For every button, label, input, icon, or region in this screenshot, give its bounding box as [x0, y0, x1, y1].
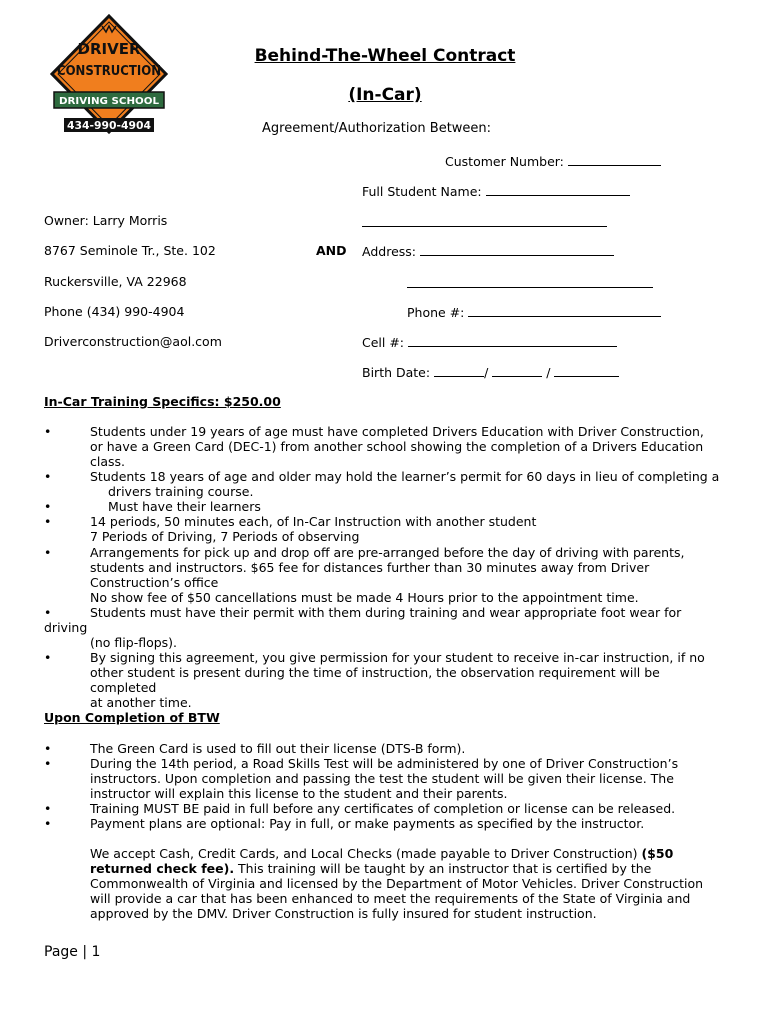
bullet: • [44, 514, 52, 529]
driver-construction-logo [50, 14, 168, 136]
text-line: Students 18 years of age and older may hold the learner’s permit for 60 days in lieu of completing a [90, 469, 720, 484]
text-line: Arrangements for pick up and drop off are pre-arranged before the day of driving with parents, [90, 545, 685, 560]
birth-day-blank[interactable] [492, 364, 542, 377]
text-line [90, 861, 730, 876]
bullet: • [44, 545, 52, 560]
logo-phone: 434-990-4904 [67, 120, 151, 132]
logo-banner: DRIVING SCHOOL [59, 96, 160, 107]
birth-date-field[interactable] [362, 364, 619, 380]
bullet: • [44, 756, 52, 771]
phone-label: Phone #: [407, 305, 465, 320]
text-line: No show fee of $50 cancellations must be made 4 Hours prior to the appointment time. [90, 590, 639, 605]
incar-item-7 [90, 650, 730, 710]
page-title: Behind-The-Wheel Contract [254, 46, 516, 66]
text-line: Students under 19 years of age must have completed Drivers Education with Driver Construction, [90, 424, 704, 439]
address-field[interactable] [362, 243, 614, 259]
text-line [90, 846, 730, 861]
text-line: By signing this agreement, you give permission for your student to receive in-car instruction, if no [90, 650, 705, 665]
incar-item-3: Must have their learners [108, 499, 261, 514]
date-separator: / [484, 365, 489, 380]
completion-item-4: Payment plans are optional: Pay in full, or make payments as specified by the instructor. [90, 816, 645, 831]
bullet: • [44, 801, 52, 816]
completion-section-heading: Upon Completion of BTW [44, 710, 220, 725]
text-line: drivers training course. [108, 484, 254, 499]
text-line: at another time. [90, 695, 192, 710]
date-separator: / [546, 365, 551, 380]
text-line: class. [90, 454, 126, 469]
address-blank[interactable] [420, 243, 614, 256]
bullet: • [44, 424, 52, 439]
payment-paragraph [90, 846, 730, 921]
text-line: will provide a car that has been enhanced to meet the requirements of the State of Virginia and [90, 891, 691, 906]
customer-number-field[interactable] [445, 153, 661, 169]
text-line: approved by the DMV. Driver Construction is fully insured for student instruction. [90, 906, 597, 921]
birth-year-blank[interactable] [554, 364, 619, 377]
phone-field[interactable] [407, 304, 661, 320]
incar-item-6-cont: (no flip-flops). [90, 635, 178, 650]
text-line: During the 14th period, a Road Skills Test will be administered by one of Driver Construction’s [90, 756, 679, 771]
cell-blank[interactable] [408, 334, 617, 347]
text-line: completed [90, 680, 157, 695]
address-line2[interactable] [407, 287, 653, 288]
student-name-line2[interactable] [362, 226, 607, 227]
text-line: 14 periods, 50 minutes each, of In-Car Instruction with another student [90, 514, 537, 529]
customer-number-label: Customer Number: [445, 154, 564, 169]
incar-item-6-wrap: driving [44, 620, 88, 635]
phone-blank[interactable] [468, 304, 661, 317]
birth-month-blank[interactable] [434, 364, 484, 377]
incar-item-4 [90, 514, 730, 544]
text-run-bold: ($50 [641, 846, 674, 861]
owner-address: 8767 Seminole Tr., Ste. 102 [44, 243, 216, 258]
text-line: instructor will explain this license to the student and their parents. [90, 786, 508, 801]
text-line: other student is present during the time of instruction, the observation requirement will be [90, 665, 660, 680]
birth-date-label: Birth Date: [362, 365, 431, 380]
incar-item-6: Students must have their permit with them during training and wear appropriate foot wear for [90, 605, 682, 620]
incar-section-heading: In-Car Training Specifics: $250.00 [44, 394, 281, 409]
bullet: • [44, 650, 52, 665]
student-name-field[interactable] [362, 183, 630, 199]
bullet: • [44, 605, 52, 620]
bullet: • [44, 816, 52, 831]
bullet: • [44, 499, 52, 514]
student-name-blank[interactable] [486, 183, 630, 196]
completion-item-1: The Green Card is used to fill out their license (DTS-B form). [90, 741, 466, 756]
text-line: Commonwealth of Virginia and licensed by the Department of Motor Vehicles. Driver Construction [90, 876, 704, 891]
text-line: Construction’s office [90, 575, 219, 590]
owner-city: Ruckersville, VA 22968 [44, 274, 187, 289]
text-line: students and instructors. $65 fee for distances further than 30 minutes away from Driver [90, 560, 650, 575]
student-name-label: Full Student Name: [362, 184, 482, 199]
incar-item-5 [90, 545, 730, 605]
page-subtitle: (In-Car) [348, 85, 422, 105]
bullet: • [44, 741, 52, 756]
cell-label: Cell #: [362, 335, 405, 350]
text-line: or have a Green Card (DEC-1) from another school showing the completion of a Drivers Education [90, 439, 704, 454]
and-label: AND [316, 243, 347, 258]
incar-item-2 [90, 469, 730, 499]
text-line: instructors. Upon completion and passing the test the student will be given their license. The [90, 771, 674, 786]
completion-item-2 [90, 756, 730, 801]
page-number: Page | 1 [44, 944, 101, 960]
text-line: 7 Periods of Driving, 7 Periods of observing [90, 529, 360, 544]
bullet: • [44, 469, 52, 484]
text-run: This training will be taught by an instructor that is certified by the [234, 861, 652, 876]
logo-line2: CONSTRUCTION [57, 64, 161, 79]
incar-item-1 [90, 424, 730, 469]
text-run: We accept Cash, Credit Cards, and Local Checks (made payable to Driver Construction) [90, 846, 642, 861]
agreement-heading: Agreement/Authorization Between: [262, 121, 492, 136]
owner-email: Driverconstruction@aol.com [44, 334, 222, 349]
address-label: Address: [362, 244, 416, 259]
owner-name: Owner: Larry Morris [44, 213, 168, 228]
owner-phone: Phone (434) 990-4904 [44, 304, 185, 319]
logo-line1: DRIVER [77, 40, 141, 58]
cell-field[interactable] [362, 334, 617, 350]
text-run-bold: returned check fee). [90, 861, 235, 876]
customer-number-blank[interactable] [568, 153, 661, 166]
completion-item-3: Training MUST BE paid in full before any certificates of completion or license can be released. [90, 801, 676, 816]
